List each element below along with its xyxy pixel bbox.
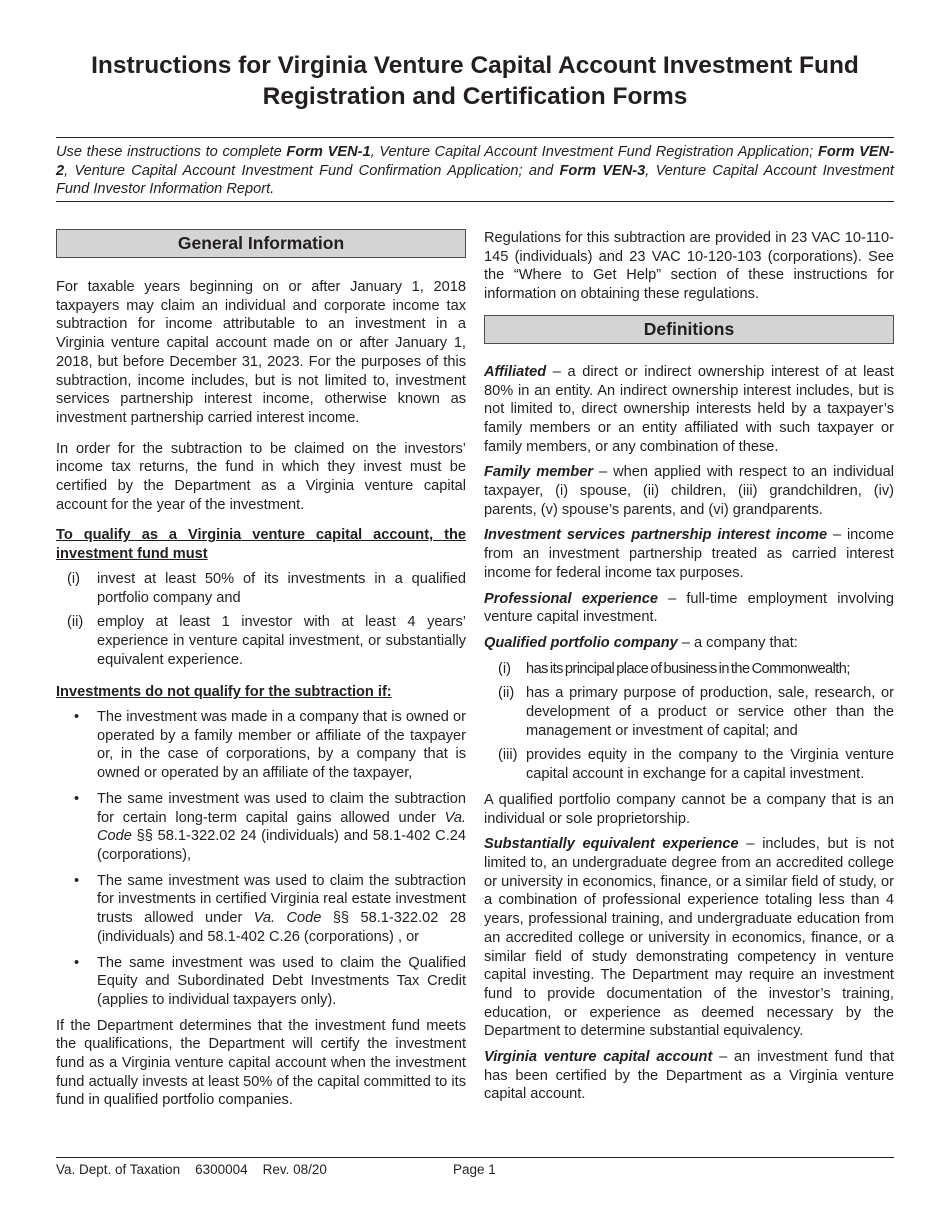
general-paragraph-2: In order for the subtraction to be claimed on the investors’ income tax returns, the fund in which they invest must be certified by the Department as a Virginia venture capital account for the year of the investment. bbox=[56, 440, 466, 513]
list-item-number: (ii) bbox=[67, 614, 84, 631]
definition-text: – full-time employment involving venture capital investment. bbox=[484, 590, 894, 626]
form-ven3-ref: Form VEN-3 bbox=[559, 162, 646, 179]
definition-term: Investment services partnership interest income bbox=[484, 527, 828, 544]
definition-substantially-equivalent-experience bbox=[484, 835, 894, 1041]
definition-term: Professional experience bbox=[484, 590, 658, 607]
definition-text: – income from an investment partnership treated as carried interest income for federal income tax purposes. bbox=[484, 527, 894, 581]
list-item bbox=[56, 570, 466, 607]
qualified-portfolio-company-note: A qualified portfolio company cannot be a company that is an individual or sole proprietorship. bbox=[484, 791, 894, 827]
bullet-text-part: §§ 58.1-322.02 24 (individuals) and 58.1-402 C.24 (corporations), bbox=[97, 828, 466, 863]
bullet-icon: • bbox=[74, 872, 80, 889]
bullet-item bbox=[56, 954, 466, 1010]
intro-top-rule bbox=[56, 137, 894, 138]
definition-term: Family member bbox=[484, 464, 593, 481]
left-column bbox=[56, 229, 466, 1110]
qualify-list bbox=[56, 570, 466, 670]
closing-paragraph: If the Department determines that the investment fund meets the qualifications, the Department will certify the investment fund as a Virginia venture capital account when the investment fund actually invests at least 50% of the capital committed to its fund in qualified portfolio companies. bbox=[56, 1017, 466, 1109]
bullet-text-part: The same investment was used to claim the subtraction for certain long-term capital gains allowed under bbox=[97, 790, 466, 826]
definition-text: – an investment fund that has been certified by the Department as a Virginia venture capital account. bbox=[484, 1049, 895, 1103]
list-item bbox=[484, 660, 894, 679]
intro-text: , Venture Capital Account Investment Fund Confirmation Application; and bbox=[64, 162, 560, 179]
bullet-text bbox=[97, 790, 466, 865]
list-item-text: provides equity in the company to the Virginia venture capital account in exchange for a capital investment. bbox=[526, 747, 894, 783]
not-qualify-heading: Investments do not qualify for the subtraction if: bbox=[56, 684, 392, 701]
page-title: Instructions for Virginia Venture Capital Account Investment Fund Registration and Certification Forms bbox=[91, 52, 859, 110]
definition-text: – a company that: bbox=[677, 634, 798, 651]
intro-bottom-rule bbox=[56, 201, 894, 202]
definition-text: – when applied with respect to an individual taxpayer, (i) spouse, (ii) children, (iii) grandchildren, (iv) parents, (v) spouse’s parents, and (vi) grandparents. bbox=[484, 464, 894, 518]
definition-term: Substantially equivalent experience bbox=[484, 836, 739, 853]
general-paragraph-1: For taxable years beginning on or after January 1, 2018 taxpayers may claim an individual and corporate income tax subtraction for income attributable to an investment in a Virginia venture capital account made on or after January 1, 2018, but before December 31, 2023. For the purposes of this subtraction, income includes, but is not limited to, investment services partnership interest income, otherwise known as investment partnership carried interest income. bbox=[56, 279, 466, 426]
intro-paragraph bbox=[56, 143, 894, 199]
regulations-paragraph: Regulations for this subtraction are provided in 23 VAC 10-110-145 (individuals) and 23 VAC 10-120-103 (corporations). See the “Where to Get Help” section of these instructions for information on obtaining these regulations. bbox=[484, 230, 894, 303]
qualified-portfolio-company-list bbox=[484, 660, 894, 784]
qualify-heading: To qualify as a Virginia venture capital account, the investment fund must bbox=[56, 527, 466, 563]
bullet-icon: • bbox=[74, 954, 80, 971]
right-column bbox=[484, 229, 894, 1111]
statute-citation: Va. Code bbox=[97, 809, 466, 845]
definition-family-member bbox=[484, 463, 894, 519]
definitions-heading: Definitions bbox=[484, 315, 894, 344]
list-item-number: (ii) bbox=[498, 685, 515, 702]
general-information-heading: General Information bbox=[56, 229, 466, 258]
bullet-text bbox=[97, 954, 466, 1010]
bullet-item bbox=[56, 872, 466, 947]
bullet-item bbox=[56, 708, 466, 783]
form-ven1-ref: Form VEN-1 bbox=[286, 144, 371, 160]
definition-affiliated bbox=[484, 363, 894, 457]
definition-investment-services bbox=[484, 526, 894, 582]
list-item-text: has a primary purpose of production, sale, research, or development of a product or service other than the management or investment of capital; and bbox=[526, 685, 894, 739]
intro-text: , Venture Capital Account Investment Fund Investor Information Report. bbox=[56, 162, 894, 198]
bullet-icon: • bbox=[74, 709, 80, 726]
list-item bbox=[56, 613, 466, 669]
list-item bbox=[484, 746, 894, 783]
bullet-text bbox=[97, 872, 466, 947]
bullet-text-part: The same investment was used to claim the subtraction for investments in certified Virginia real estate investment trusts allowed under bbox=[97, 872, 466, 927]
definition-term: Affiliated bbox=[484, 363, 547, 380]
intro-text: Use these instructions to complete bbox=[56, 144, 287, 160]
footer-rule bbox=[56, 1157, 894, 1158]
definition-term: Virginia venture capital account bbox=[484, 1049, 713, 1066]
list-item bbox=[484, 684, 894, 740]
definition-qualified-portfolio-company bbox=[484, 634, 894, 653]
list-item-text: invest at least 50% of its investments in a qualified portfolio company and bbox=[97, 570, 466, 606]
list-item-number: (iii) bbox=[498, 747, 518, 764]
not-qualify-list bbox=[56, 708, 466, 1010]
bullet-text-part: The same investment was used to claim the Qualified Equity and Subordinated Debt Investments Tax Credit (applies to individual taxpayers only). bbox=[97, 954, 466, 1008]
definition-virginia-venture-capital-account bbox=[484, 1048, 894, 1104]
list-item-number: (i) bbox=[498, 660, 511, 677]
footer-page-number: Page 1 bbox=[453, 1162, 496, 1177]
definition-text: – includes, but is not limited to, an undergraduate degree from an accredited college or university in economics, finance, or a similar field of study, or a combination of professional experience totaling less than 4 years, professional training, and undergraduate education from an accredited college or university in economics, finance, or a similar field of study demonstrating competency in venture capital investing. The Department may require an investment fund to provide documentation of the investor’s training, education, or experience as deemed necessary by the Department to determine substantial equivalency. bbox=[484, 836, 894, 1040]
bullet-text-part: The investment was made in a company that is owned or operated by a family member or affiliate of the taxpayer or, in the case of corporations, by a company that is owned or operated by an affiliate of the taxpayer, bbox=[97, 709, 466, 782]
form-ven2-ref: Form VEN-2 bbox=[56, 144, 894, 179]
list-item-text: has its principal place of business in the Commonwealth; bbox=[526, 660, 850, 677]
definition-term: Qualified portfolio company bbox=[484, 634, 678, 651]
list-item-text: employ at least 1 investor with at least 4 years’ experience in venture capital investment, or substantially equivalent experience. bbox=[97, 614, 466, 668]
bullet-text bbox=[97, 708, 466, 783]
statute-citation: Va. Code bbox=[253, 910, 322, 927]
definition-text: – a direct or indirect ownership interest of at least 80% in an entity. An indirect ownership interest includes, but is not limited to, direct ownership interests held by a taxpayer’s family members or an entity affiliated with such taxpayer or family members, or any combination of these. bbox=[484, 363, 894, 455]
intro-text: , Venture Capital Account Investment Fund Registration Application; bbox=[370, 144, 818, 160]
definition-professional-experience bbox=[484, 590, 894, 627]
bullet-text-part: §§ 58.1-322.02 28 (individuals) and 58.1-402 C.26 (corporations) , or bbox=[97, 910, 467, 945]
footer-form-info: Va. Dept. of Taxation 6300004 Rev. 08/20 bbox=[56, 1162, 327, 1177]
list-item-number: (i) bbox=[67, 570, 80, 587]
bullet-item bbox=[56, 790, 466, 865]
bullet-icon: • bbox=[74, 790, 80, 807]
